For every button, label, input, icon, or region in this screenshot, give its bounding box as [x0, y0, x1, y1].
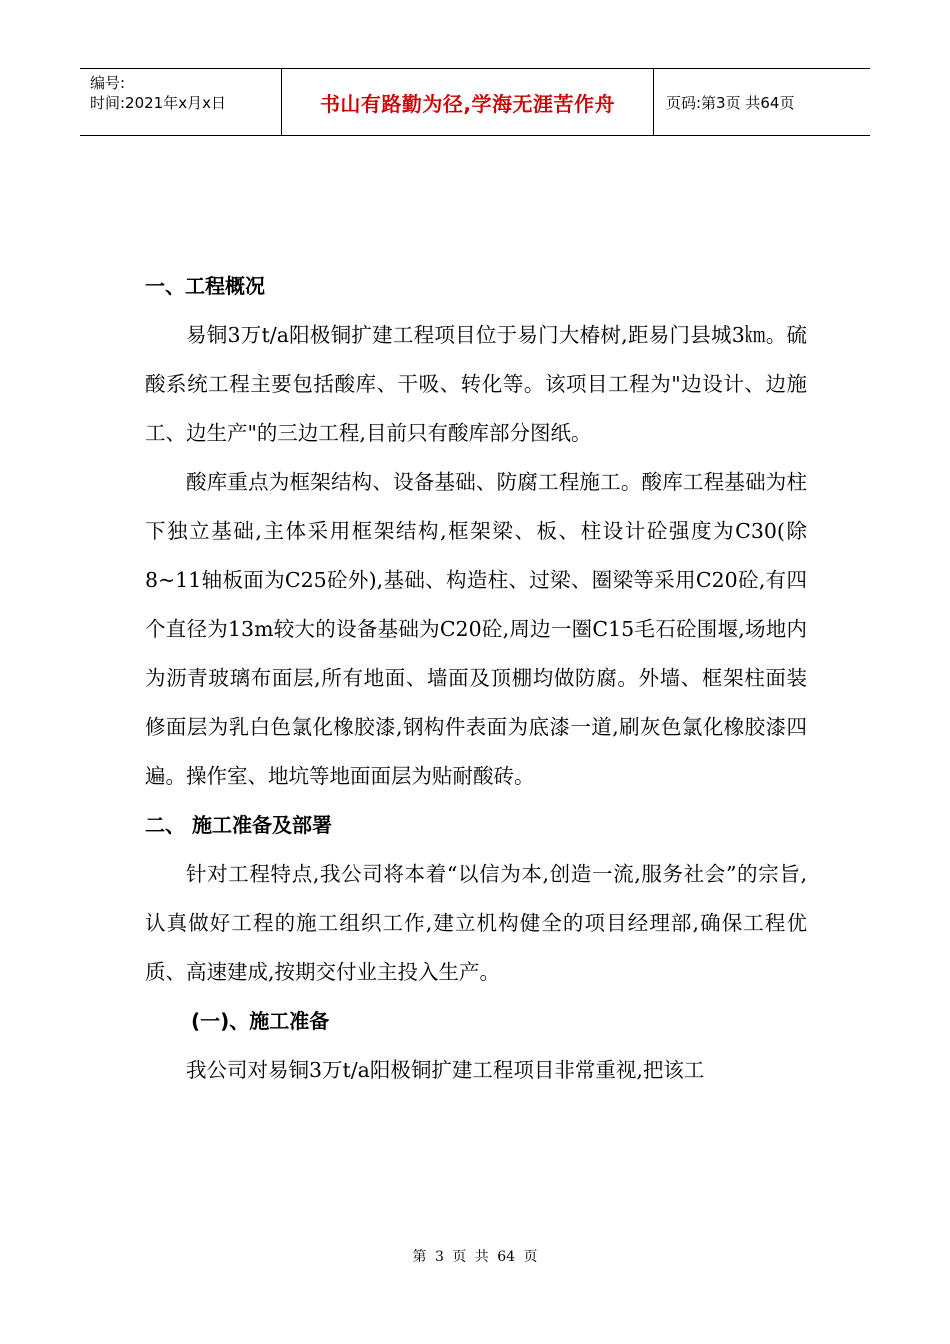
document-date: 时间:2021年x月x日 — [90, 94, 226, 112]
paragraph-company-principle: 针对工程特点,我公司将本着“以信为本,创造一流,服务社会”的宗旨,认真做好工程的施工组织工作,建立机构健全的项目经理部,确保工程优质、高速建成,按期交付业主投入生产。 — [145, 862, 807, 984]
subsection-heading-preparation: (一)、施工准备 — [191, 1009, 330, 1033]
section-heading-overview: 一、工程概况 — [145, 274, 265, 298]
paragraph-company-attention: 我公司对易铜3万t/a阳极铜扩建工程项目非常重视,把该工 — [186, 1058, 705, 1082]
header-page-info: 页码:第3页 共64页 — [666, 93, 795, 112]
paragraph-acid-storage: 酸库重点为框架结构、设备基础、防腐工程施工。酸库工程基础为柱下独立基础,主体采用框架结构,框架梁、板、柱设计砼强度为C30(除8~11轴板面为C25砼外),基础、构造柱、过梁、圈梁等采用C20砼,有四个直径为13m较大的设备基础为C20砼,周边一圈C15毛石砼围堰,场地内为沥青玻璃布面层,所有地面、墙面及顶棚均做防腐。外墙、框架柱面装修面层为乳白色氯化橡胶漆,钢构件表面为底漆一道,刷灰色氯化橡胶漆四遍。操作室、地坑等地面面层为贴耐酸砖。 — [145, 470, 807, 788]
document-body — [145, 262, 807, 1095]
page-header — [80, 68, 870, 136]
page-footer: 第 3 页 共 64 页 — [412, 1249, 538, 1265]
header-meta — [80, 69, 282, 135]
header-motto: 书山有路勤为径,学海无涯苦作舟 — [282, 69, 654, 135]
document-number-label: 编号: — [90, 74, 126, 92]
section-heading-preparation: 二、 施工准备及部署 — [145, 813, 332, 837]
paragraph-project-location: 易铜3万t/a阳极铜扩建工程项目位于易门大椿树,距易门县城3㎞。硫酸系统工程主要包括酸库、干吸、转化等。该项目工程为"边设计、边施工、边生产"的三边工程,目前只有酸库部分图纸。 — [145, 323, 807, 445]
